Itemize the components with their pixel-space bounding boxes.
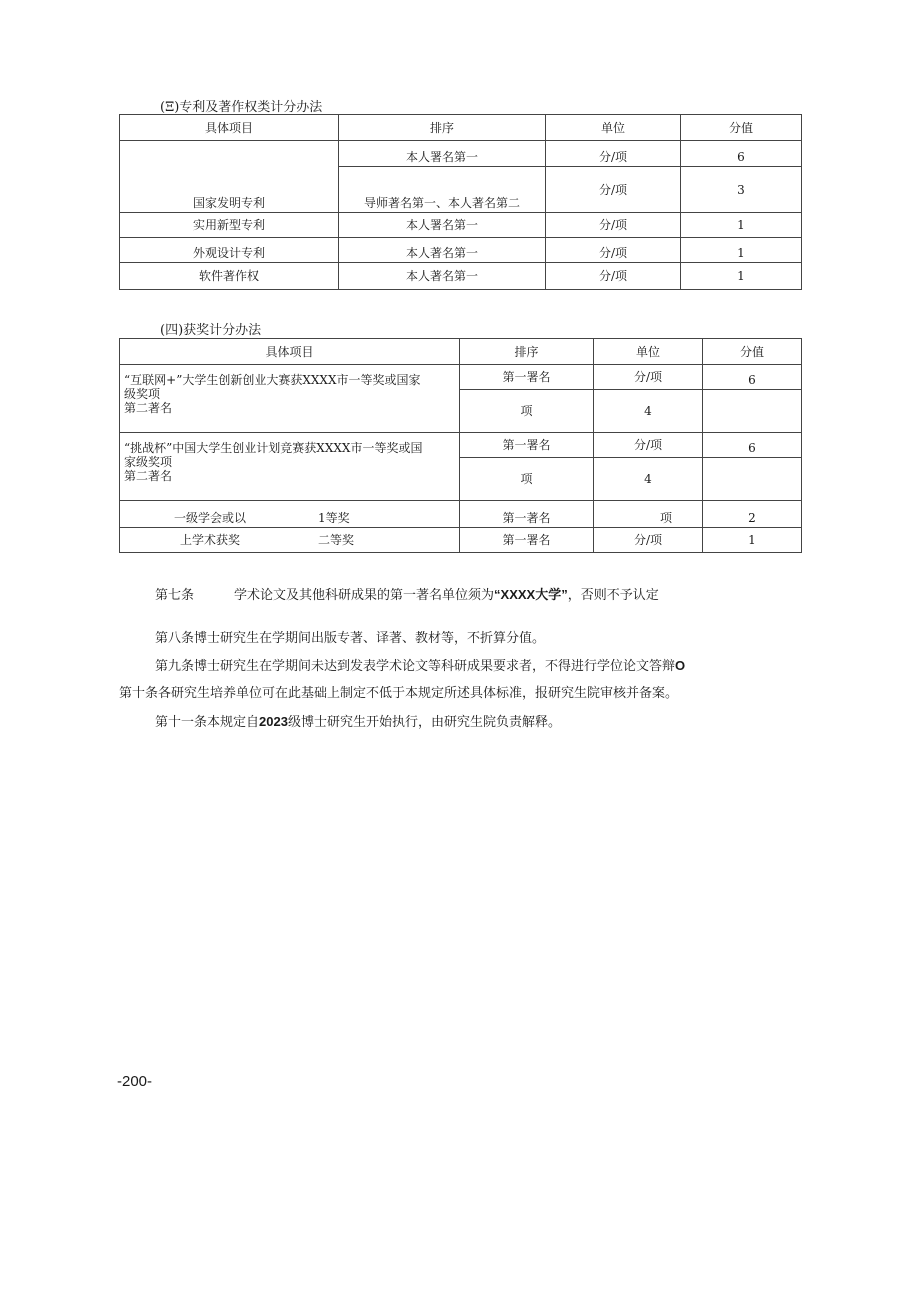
article-7 [155, 584, 659, 603]
header-unit: 单位 [594, 339, 703, 365]
unit-cell: 分/项 [546, 263, 681, 290]
unit-cell: 分/项 [594, 528, 703, 553]
order-cell: 项 [460, 458, 594, 501]
score-cell: 1 [681, 263, 802, 290]
article-7-label: 第七条 [155, 588, 195, 603]
table-row [120, 365, 802, 390]
item-line: 家级奖项 [124, 455, 173, 469]
score-cell [703, 390, 802, 433]
order-cell: 第一署名 [460, 528, 594, 553]
patent-table [119, 114, 802, 290]
article-11-text-end: 级博士研究生开始执行，由研究生院负责解释。 [287, 715, 561, 730]
header-item: 具体项目 [120, 339, 460, 365]
order-cell: 第一署名 [460, 433, 594, 458]
header-item: 具体项目 [120, 115, 339, 141]
score-cell: 6 [703, 433, 802, 458]
item-part: 二等奖 [318, 533, 355, 547]
score-cell: 6 [681, 141, 802, 167]
article-9 [155, 655, 685, 674]
article-9-text: 第九条博士研究生在学期间未达到发表学术论文等科研成果要求者，不得进行学位论文答辩 [155, 659, 676, 674]
section4-title: (四)获奖计分办法 [160, 323, 262, 338]
score-cell: 1 [681, 238, 802, 263]
score-cell: 1 [681, 213, 802, 238]
order-cell: 第一著名 [460, 501, 594, 528]
item-line: “挑战杯”中国大学生创业计划竞赛获XXXX市一等奖或国 [124, 441, 423, 455]
article-7-text: 学术论文及其他科研成果的第一著名单位须为 [234, 588, 495, 603]
unit-cell: 分/项 [546, 238, 681, 263]
score-cell: 2 [703, 501, 802, 528]
table-header-row [120, 339, 802, 365]
item-cell: 软件著作权 [120, 263, 339, 290]
page-number: -200- [117, 1073, 153, 1090]
item-cell: 外观设计专利 [120, 238, 339, 263]
item-line: “互联网+”大学生创新创业大赛获XXXX市一等奖或国家 [124, 373, 421, 387]
header-score: 分值 [703, 339, 802, 365]
invention-patent-cell: 国家发明专利 [120, 141, 339, 213]
article-11-text: 第十一条本规定自 [155, 715, 260, 730]
section3-title: (Ξ)专利及著作权类计分办法 [160, 100, 323, 115]
order-cell: 本人著名第一 [339, 238, 546, 263]
unit-cell: 分/项 [546, 141, 681, 167]
table-header-row [120, 115, 802, 141]
table-row [120, 238, 802, 263]
society-item-cell [120, 501, 460, 528]
unit-cell: 4 [594, 390, 703, 433]
item-line: 第二著名 [124, 469, 173, 483]
header-unit: 单位 [546, 115, 681, 141]
article-11 [155, 711, 561, 730]
item-line: 第二著名 [124, 401, 173, 415]
article-10: 第十条各研究生培养单位可在此基础上制定不低于本规定所述具体标准，报研究生院审核并备案。 [119, 686, 679, 701]
item-part: 一级学会或以 [173, 511, 246, 525]
header-order: 排序 [460, 339, 594, 365]
score-cell: 6 [703, 365, 802, 390]
article-8: 第八条博士研究生在学期间出版专著、译著、教材等，不折算分值。 [155, 631, 546, 646]
unit-cell: 分/项 [546, 213, 681, 238]
order-cell: 第一署名 [460, 365, 594, 390]
unit-cell: 分/项 [546, 167, 681, 213]
unit-cell: 4 [594, 458, 703, 501]
score-cell [703, 458, 802, 501]
item-line: 级奖项 [124, 387, 161, 401]
order-cell: 导师著名第一、本人著名第二 [339, 167, 546, 213]
item-cell: 实用新型专利 [120, 213, 339, 238]
item-part: 上学术获奖 [179, 533, 240, 547]
table-row [120, 433, 802, 458]
item-part: 1等奖 [318, 511, 350, 525]
article-11-year: 2023 [259, 714, 288, 729]
challenge-cup-item-cell [120, 433, 460, 501]
order-cell: 本人著名第一 [339, 263, 546, 290]
order-cell: 本人署名第一 [339, 213, 546, 238]
unit-cell: 项 [594, 501, 703, 528]
article-7-text-end: ，否则不予认定 [567, 588, 659, 603]
table-row [120, 501, 802, 528]
unit-cell: 分/项 [594, 365, 703, 390]
order-cell: 本人署名第一 [339, 141, 546, 167]
header-score: 分值 [681, 115, 802, 141]
award-table [119, 338, 802, 553]
table-row [120, 141, 802, 167]
table-row [120, 263, 802, 290]
score-cell: 3 [681, 167, 802, 213]
article-9-end: O [675, 658, 686, 673]
internet-plus-item-cell [120, 365, 460, 433]
article-7-university: “XXXX大学” [494, 587, 568, 602]
order-cell: 项 [460, 390, 594, 433]
table-row [120, 213, 802, 238]
table-row [120, 528, 802, 553]
header-order: 排序 [339, 115, 546, 141]
society-item-cell [120, 528, 460, 553]
unit-cell: 分/项 [594, 433, 703, 458]
score-cell: 1 [703, 528, 802, 553]
